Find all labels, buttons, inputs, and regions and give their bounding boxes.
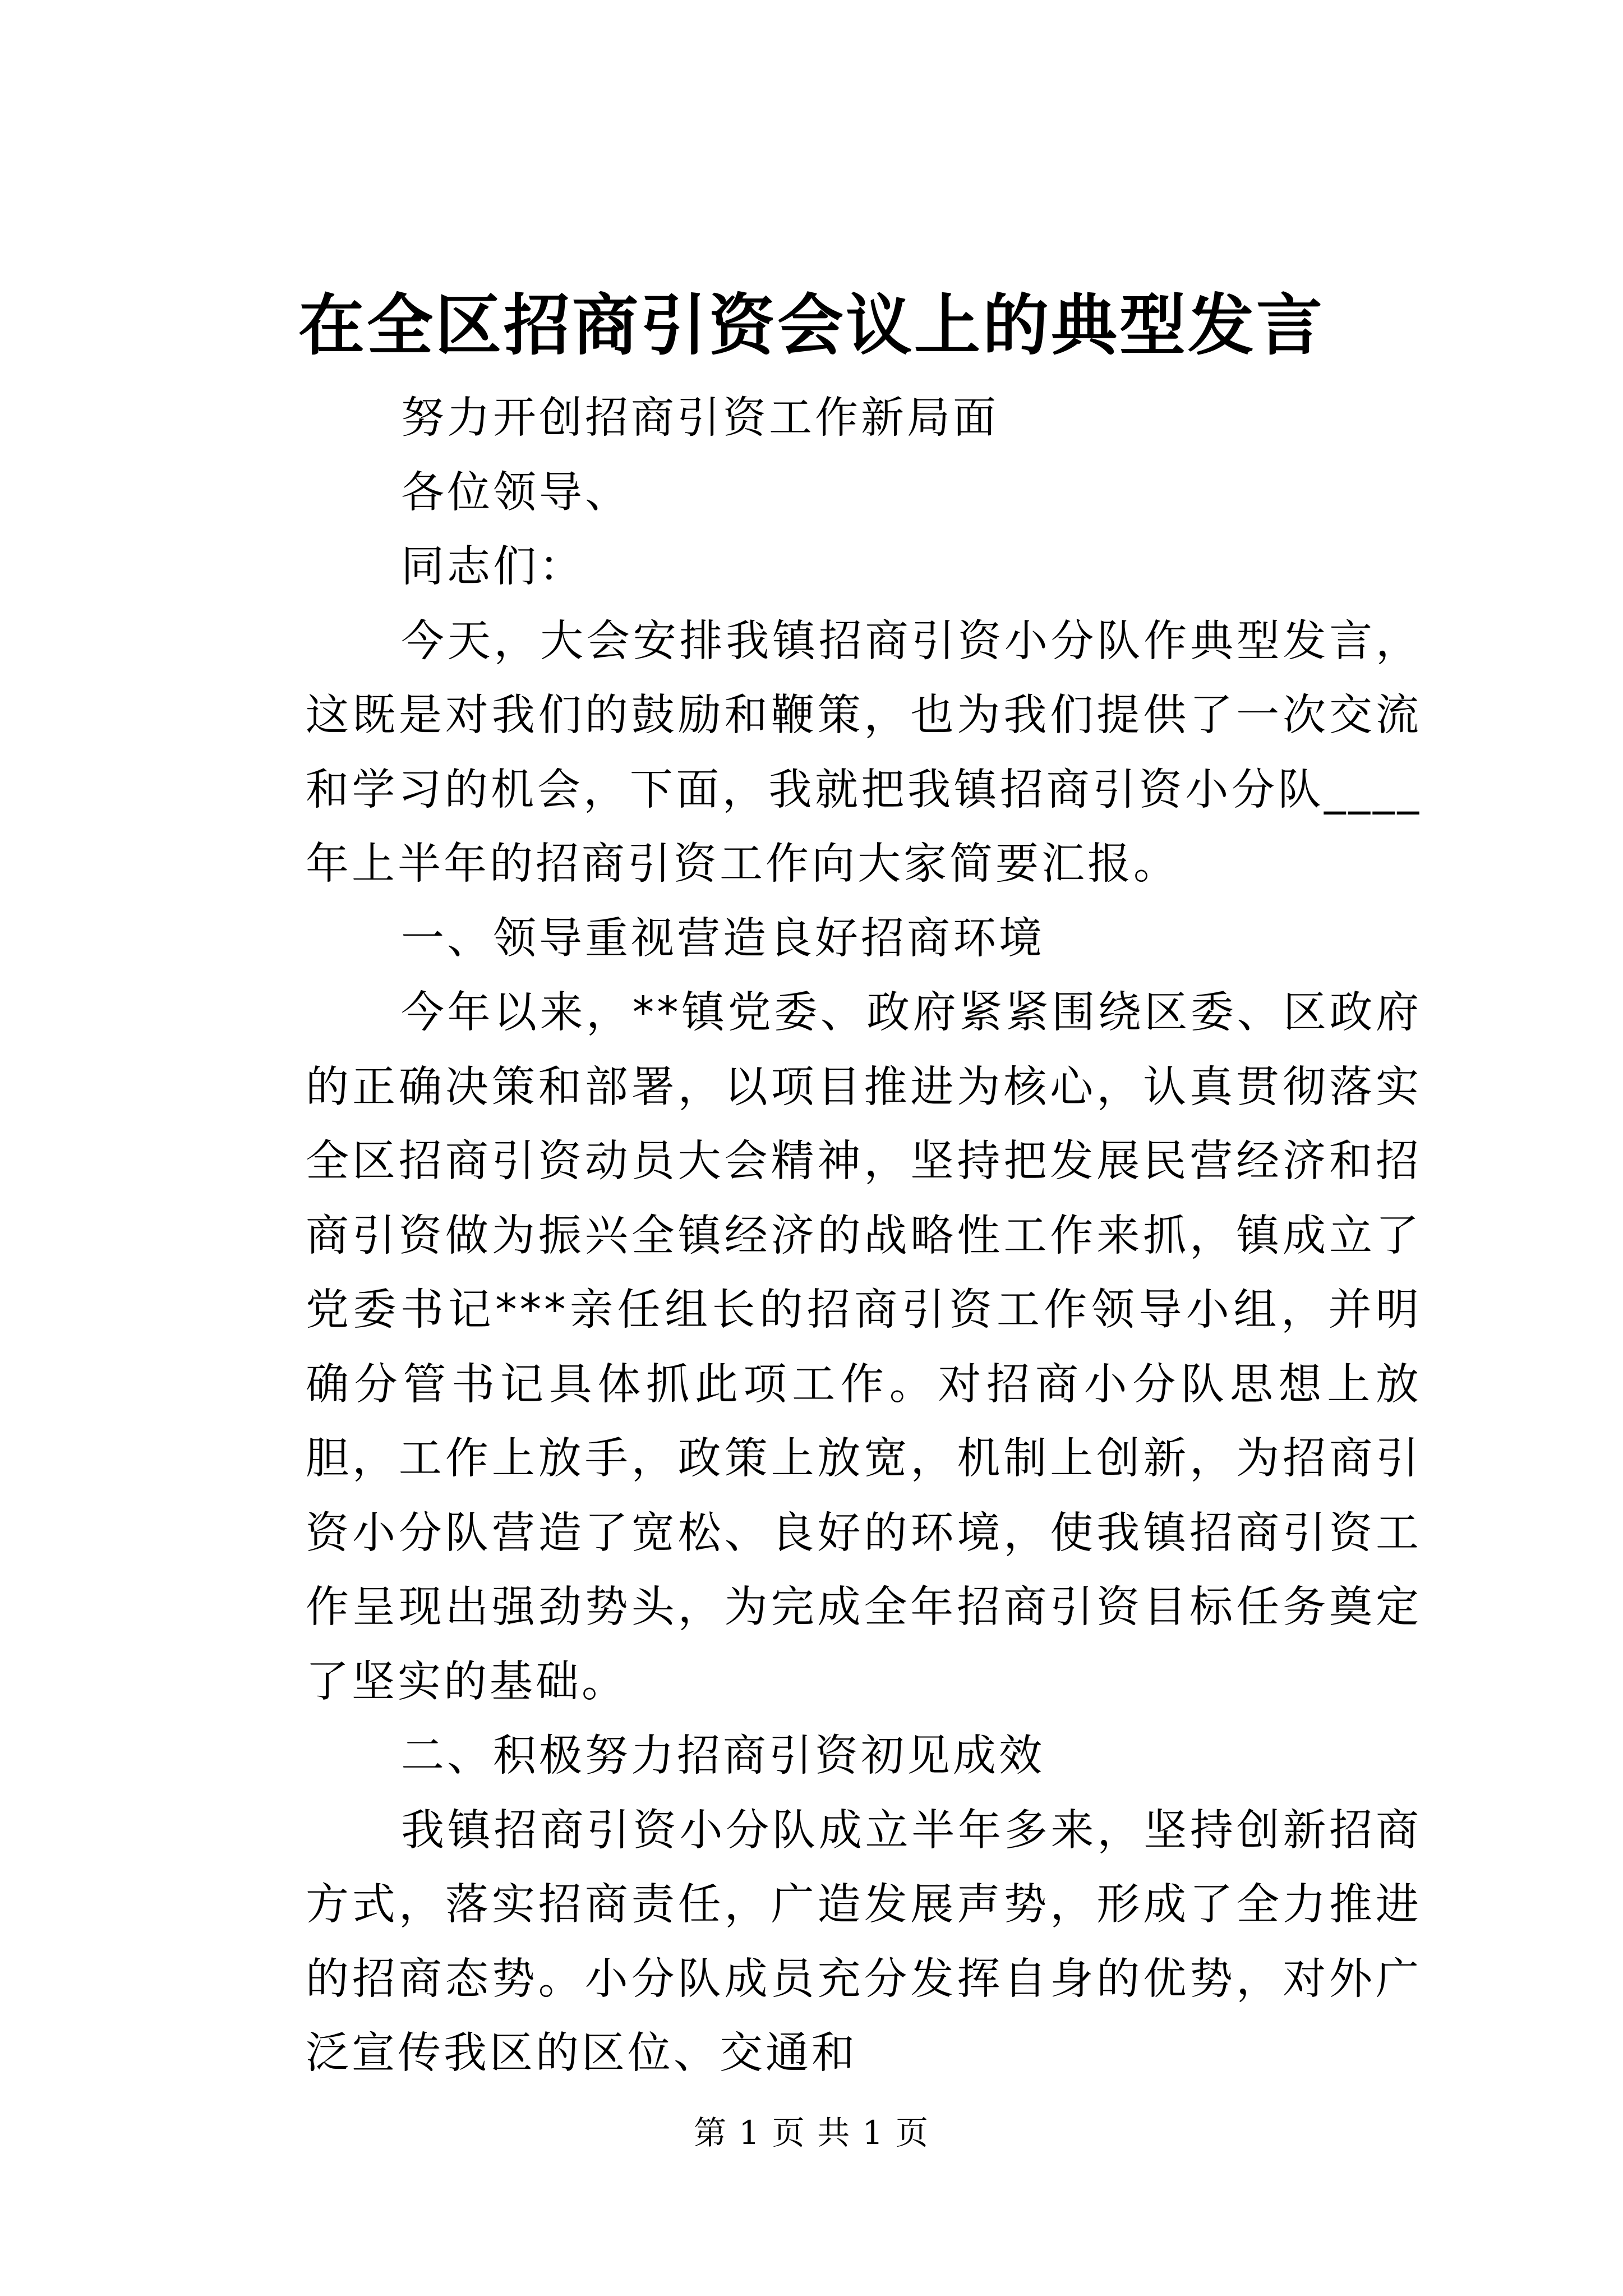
section-heading — [306, 1719, 1422, 1794]
body-paragraph — [306, 976, 1422, 1719]
paragraph-text: 一、领导重视营造良好招商环境 — [401, 913, 1045, 964]
paragraph-text: 今年以来，**镇党委、政府紧紧围绕区委、区政府的正确决策和部署，以项目推进为核心，认真贯彻落实全区招商引资动员大会精神，坚持把发展民营经济和招商引资做为振兴全镇经济的战略性工作来抓，镇成立了党委书记***亲任组长的招商引资工作领导小组，并明确分管书记具体抓此项工作。对招商小分队思想上放胆，工作上放手，政策上放宽，机制上创新，为招商引资小分队营造了宽松、良好的环境，使我镇招商引资工作呈现出强劲势头，为完成全年招商引资目标任务奠定了坚实的基础。 — [306, 988, 1422, 1707]
body-paragraph — [306, 605, 1422, 902]
salutation-paragraph — [306, 456, 1422, 531]
paragraph-text: 同志们： — [401, 542, 585, 592]
section-heading — [306, 902, 1422, 977]
document-title: 在全区招商引资会议上的典型发言 — [298, 286, 1325, 364]
body-paragraph — [306, 1794, 1422, 2091]
paragraph-text: 今天，大会安排我镇招商引资小分队作典型发言，这既是对我们的鼓励和鞭策，也为我们提供了一次交流和学习的机会，下面，我就把我镇招商引资小分队____年上半年的招商引资工作向大家简要汇报。 — [306, 616, 1422, 889]
paragraph-text: 努力开创招商引资工作新局面 — [401, 393, 999, 443]
document-body — [306, 381, 1422, 2091]
paragraph-text: 二、积极努力招商引资初见成效 — [401, 1731, 1045, 1781]
paragraph-text: 各位领导、 — [401, 467, 631, 518]
paragraph-text: 我镇招商引资小分队成立半年多来，坚持创新招商方式，落实招商责任，广造发展声势，形成了全力推进的招商态势。小分队成员充分发挥自身的优势，对外广泛宣传我区的区位、交通和 — [306, 1805, 1422, 2078]
subtitle-paragraph — [306, 381, 1422, 456]
page-footer: 第 1 页 共 1 页 — [694, 2114, 929, 2152]
salutation-paragraph — [306, 530, 1422, 605]
